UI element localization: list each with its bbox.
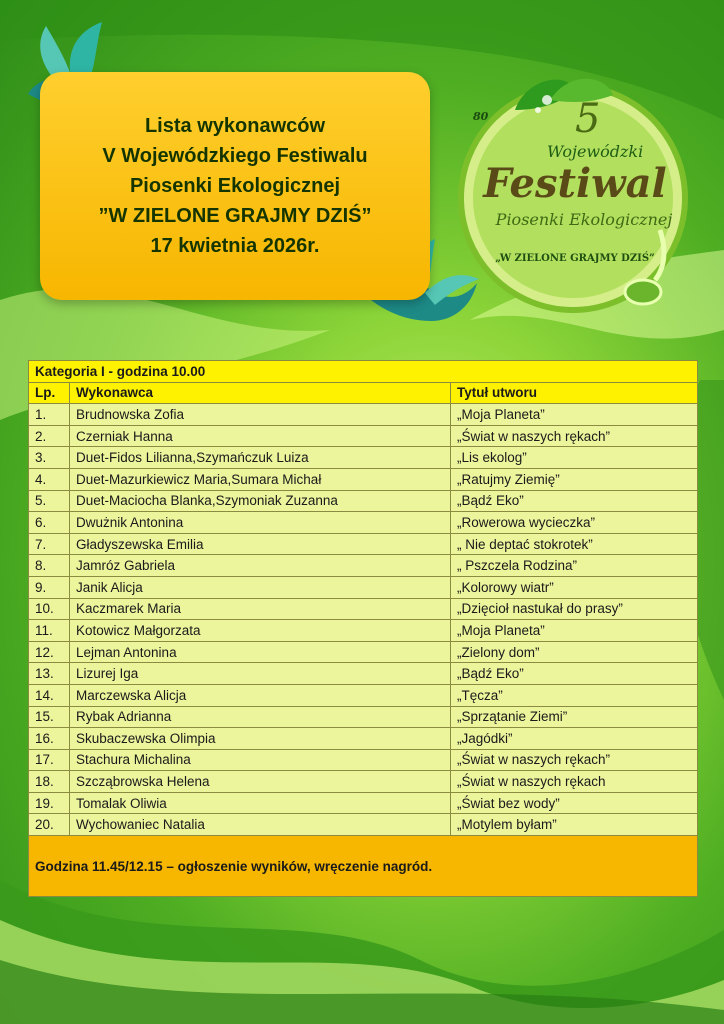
song-title: „Moja Planeta” (451, 404, 698, 426)
table-row (29, 641, 698, 663)
song-title: „Dzięcioł nastukał do prasy” (451, 598, 698, 620)
song-title: „Motylem byłam” (451, 814, 698, 836)
performer-name: Czerniak Hanna (70, 425, 451, 447)
row-number: 8. (29, 555, 70, 577)
performer-name: Rybak Adrianna (70, 706, 451, 728)
title-line-4: ”W ZIELONE GRAJMY DZIŚ” (98, 205, 372, 227)
table-row (29, 620, 698, 642)
performer-name: Duet-Maciocha Blanka,Szymoniak Zuzanna (70, 490, 451, 512)
row-number: 5. (29, 490, 70, 512)
table-row (29, 771, 698, 793)
performer-name: Wychowaniec Natalia (70, 814, 451, 836)
table-row (29, 447, 698, 469)
table-row (29, 814, 698, 836)
table-row (29, 598, 698, 620)
row-number: 19. (29, 792, 70, 814)
column-header-title: Tytuł utworu (451, 382, 698, 404)
performers-table (28, 360, 698, 897)
row-number: 3. (29, 447, 70, 469)
table-row (29, 728, 698, 750)
logo-slogan: „W ZIELONE GRAJMY DZIŚ” (495, 253, 655, 264)
table-row (29, 425, 698, 447)
song-title: „Tęcza” (451, 684, 698, 706)
performer-name: Jamróz Gabriela (70, 555, 451, 577)
performer-name: Gładyszewska Emilia (70, 533, 451, 555)
performer-name: Kotowicz Małgorzata (70, 620, 451, 642)
results-announcement: Godzina 11.45/12.15 – ogłoszenie wyników, wręczenie nagród. (29, 836, 698, 897)
row-number: 16. (29, 728, 70, 750)
table-row (29, 490, 698, 512)
logo-small-mark: 80 (473, 110, 489, 123)
row-number: 17. (29, 749, 70, 771)
song-title: „Lis ekolog” (451, 447, 698, 469)
category-label: Kategoria I - godzina 10.00 (29, 361, 698, 383)
performer-name: Tomalak Oliwia (70, 792, 451, 814)
table-row (29, 706, 698, 728)
row-number: 18. (29, 771, 70, 793)
performer-name: Marczewska Alicja (70, 684, 451, 706)
table-row (29, 792, 698, 814)
performer-name: Lizurej Iga (70, 663, 451, 685)
table-row (29, 555, 698, 577)
category-row (29, 361, 698, 383)
title-line-1: Lista wykonawców (144, 115, 326, 137)
song-title: „Sprzątanie Ziemi” (451, 706, 698, 728)
performer-name: Duet-Fidos Lilianna,Szymańczuk Luiza (70, 447, 451, 469)
song-title: „Świat w naszych rękach” (451, 425, 698, 447)
song-title: „Rowerowa wycieczka” (451, 512, 698, 534)
column-header-performer: Wykonawca (70, 382, 451, 404)
song-title: „Bądź Eko” (451, 663, 698, 685)
row-number: 2. (29, 425, 70, 447)
logo-word-sub: Piosenki Ekologicznej (495, 210, 673, 229)
song-title: „ Pszczela Rodzina” (451, 555, 698, 577)
footer-row (29, 836, 698, 897)
song-title: „Ratujmy Ziemię” (451, 468, 698, 490)
table-row (29, 663, 698, 685)
song-title: „Świat w naszych rękach (451, 771, 698, 793)
table-row (29, 749, 698, 771)
row-number: 14. (29, 684, 70, 706)
performer-name: Szcząbrowska Helena (70, 771, 451, 793)
table-row (29, 468, 698, 490)
row-number: 12. (29, 641, 70, 663)
title-line-5: 17 kwietnia 2026r. (150, 235, 320, 257)
row-number: 11. (29, 620, 70, 642)
row-number: 9. (29, 576, 70, 598)
song-title: „ Nie deptać stokrotek” (451, 533, 698, 555)
row-number: 10. (29, 598, 70, 620)
song-title: „Zielony dom” (451, 641, 698, 663)
row-number: 4. (29, 468, 70, 490)
title-line-3: Piosenki Ekologicznej (129, 175, 341, 197)
row-number: 1. (29, 404, 70, 426)
column-header-lp: Lp. (29, 382, 70, 404)
performer-name: Brudnowska Zofia (70, 404, 451, 426)
logo-word-main: Festiwal (483, 160, 667, 207)
logo-word-top: Wojewódzki (547, 142, 644, 161)
performer-name: Lejman Antonina (70, 641, 451, 663)
row-number: 6. (29, 512, 70, 534)
row-number: 15. (29, 706, 70, 728)
performer-name: Janik Alicja (70, 576, 451, 598)
logo-number: 5 (575, 96, 601, 142)
table-row (29, 576, 698, 598)
row-number: 7. (29, 533, 70, 555)
table-row (29, 684, 698, 706)
song-title: „Świat w naszych rękach” (451, 749, 698, 771)
song-title: „Bądź Eko” (451, 490, 698, 512)
table-row (29, 533, 698, 555)
performer-name: Kaczmarek Maria (70, 598, 451, 620)
table-row (29, 512, 698, 534)
performer-name: Duet-Mazurkiewicz Maria,Sumara Michał (70, 468, 451, 490)
song-title: „Świat bez wody” (451, 792, 698, 814)
table-header-row (29, 382, 698, 404)
festival-logo (455, 70, 700, 320)
performer-name: Dwużnik Antonina (70, 512, 451, 534)
title-line-2: V Wojewódzkiego Festiwalu (102, 145, 368, 167)
song-title: „Moja Planeta” (451, 620, 698, 642)
table-row (29, 404, 698, 426)
row-number: 13. (29, 663, 70, 685)
row-number: 20. (29, 814, 70, 836)
song-title: „Jagódki” (451, 728, 698, 750)
performer-name: Stachura Michalina (70, 749, 451, 771)
performer-name: Skubaczewska Olimpia (70, 728, 451, 750)
song-title: „Kolorowy wiatr” (451, 576, 698, 598)
title-box (40, 72, 430, 300)
